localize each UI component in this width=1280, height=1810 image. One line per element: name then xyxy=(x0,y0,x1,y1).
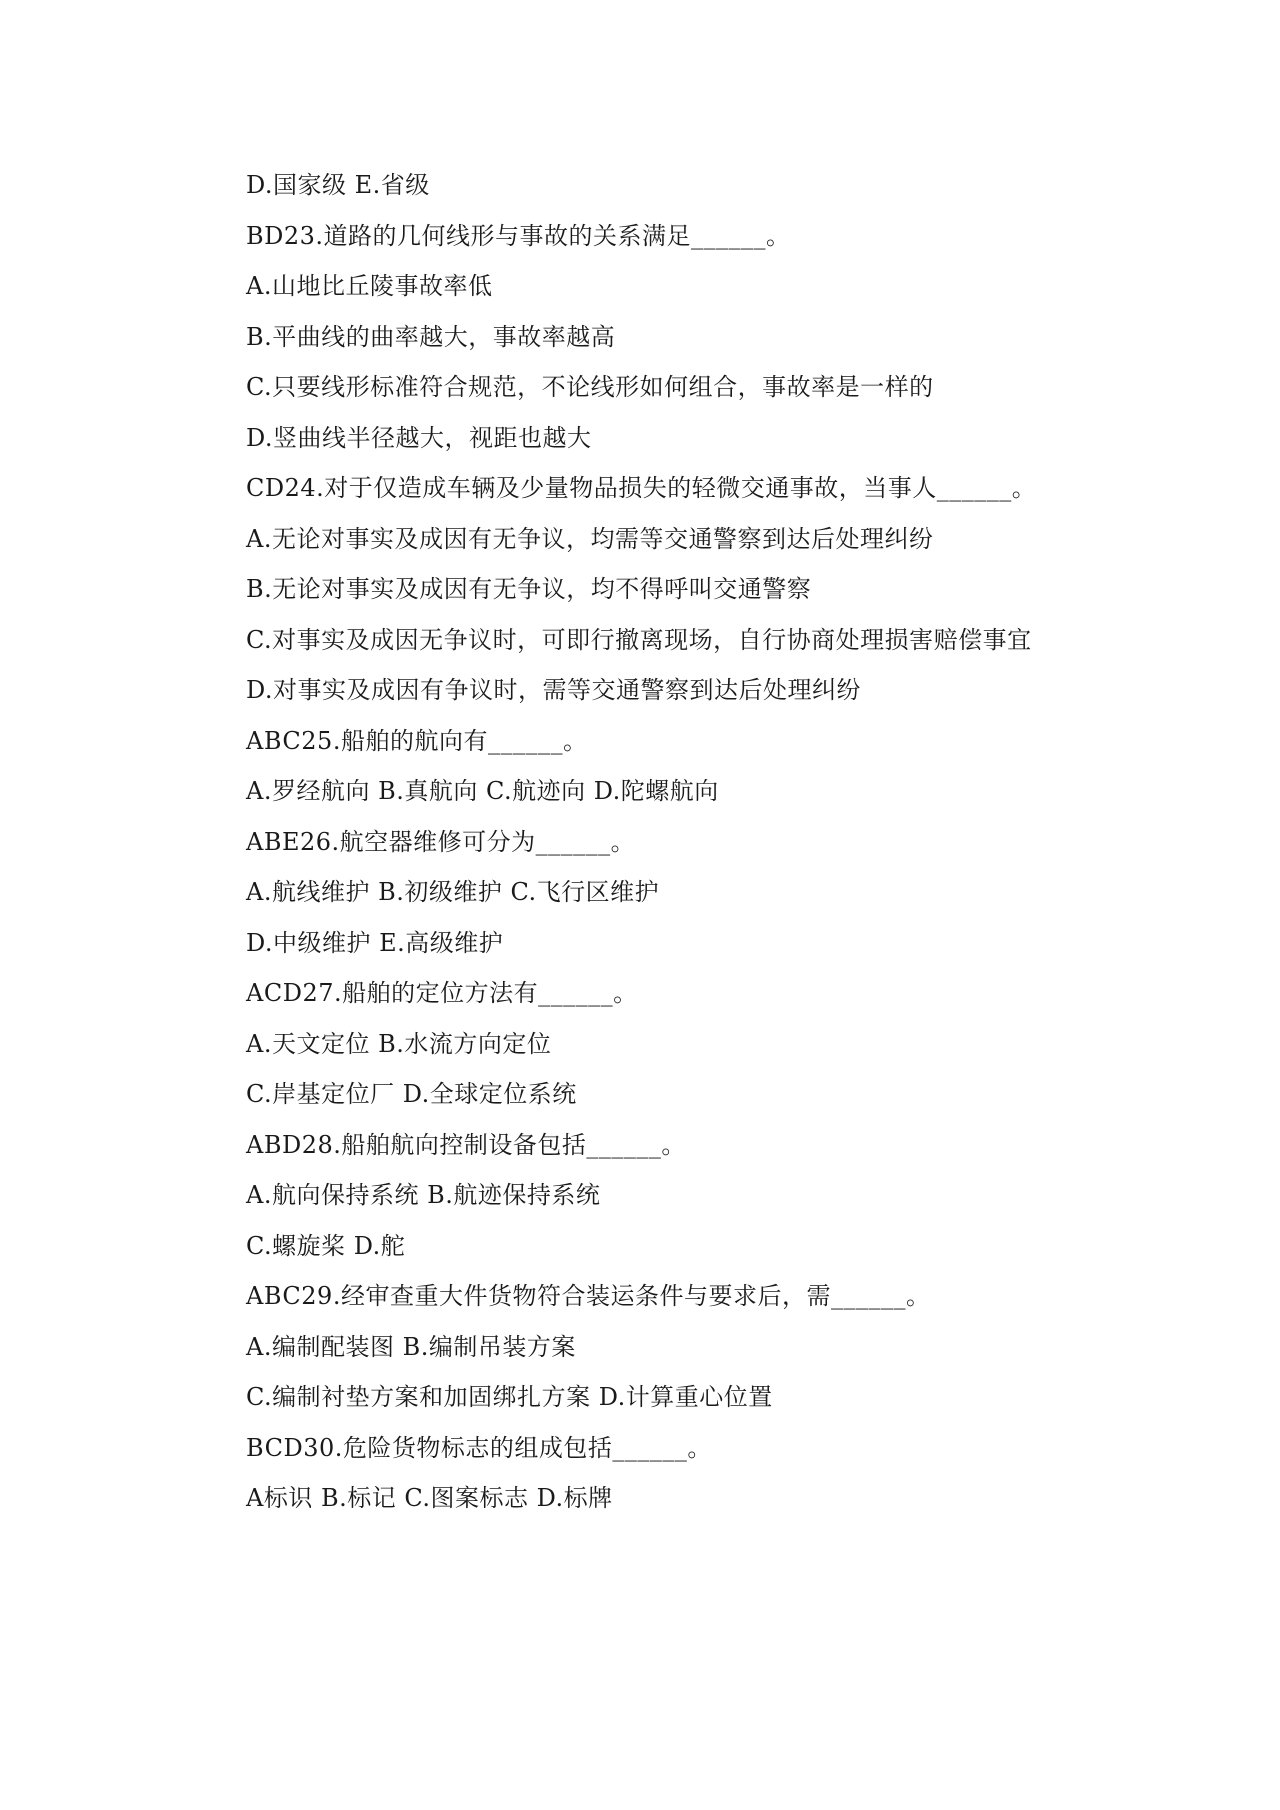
question-line: ABC25.船舶的航向有______。 xyxy=(246,726,588,755)
question-line: ACD27.船舶的定位方法有______。 xyxy=(246,979,638,1007)
option-line: D.竖曲线半径越大，视距也越大 xyxy=(246,423,592,452)
option-line: A.山地比丘陵事故率低 xyxy=(246,272,493,300)
option-line: D.对事实及成因有争议时，需等交通警察到达后处理纠纷 xyxy=(246,676,862,704)
option-line: D.中级维护 E.高级维护 xyxy=(246,928,504,957)
document-body xyxy=(246,160,1226,1524)
option-line: A.编制配装图 B.编制吊装方案 xyxy=(246,1332,576,1361)
option-line: A.罗经航向 B.真航向 C.航迹向 D.陀螺航向 xyxy=(246,777,719,805)
option-line: C.对事实及成因无争议时，可即行撤离现场，自行协商处理损害赔偿事宜 xyxy=(246,625,1032,654)
option-line: A.天文定位 B.水流方向定位 xyxy=(246,1029,552,1058)
option-line: B.平曲线的曲率越大，事故率越高 xyxy=(246,322,616,351)
question-line: ABC29.经审查重大件货物符合装运条件与要求后，需______。 xyxy=(246,1282,931,1310)
question-line: BCD30.危险货物标志的组成包括______。 xyxy=(246,1433,712,1462)
option-line: A标识 B.标记 C.图案标志 D.标牌 xyxy=(246,1484,613,1512)
option-line: D.国家级 E.省级 xyxy=(246,171,430,199)
option-line: A.无论对事实及成因有无争议，均需等交通警察到达后处理纠纷 xyxy=(246,524,934,553)
question-line: ABD28.船舶航向控制设备包括______。 xyxy=(246,1130,686,1159)
option-line: C.编制衬垫方案和加固绑扎方案 D.计算重心位置 xyxy=(246,1383,773,1411)
option-line: C.只要线形标准符合规范，不论线形如何组合，事故率是一样的 xyxy=(246,373,934,401)
question-line: BD23.道路的几何线形与事故的关系满足______。 xyxy=(246,221,791,250)
option-line: C.螺旋桨 D.舵 xyxy=(246,1231,406,1260)
option-line: C.岸基定位厂 D.全球定位系统 xyxy=(246,1080,577,1108)
option-line: A.航向保持系统 B.航迹保持系统 xyxy=(246,1181,601,1209)
option-line: B.无论对事实及成因有无争议，均不得呼叫交通警察 xyxy=(246,575,812,603)
question-line: ABE26.航空器维修可分为______。 xyxy=(246,827,636,856)
option-line: A.航线维护 B.初级维护 C.飞行区维护 xyxy=(246,878,660,906)
question-line: CD24.对于仅造成车辆及少量物品损失的轻微交通事故，当事人______。 xyxy=(246,474,1037,502)
